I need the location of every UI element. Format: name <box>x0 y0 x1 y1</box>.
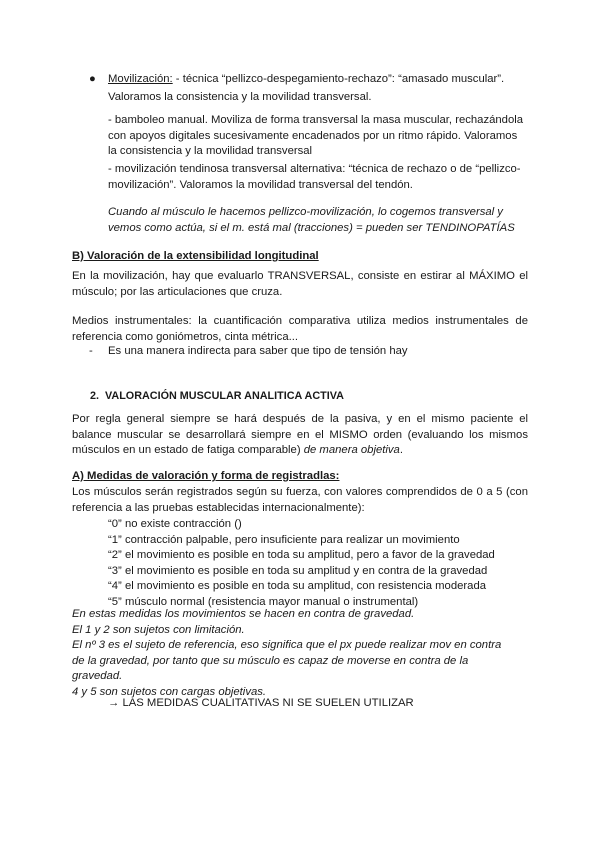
section-2-number: 2. <box>90 390 100 402</box>
note-line: El nº 3 es el sujeto de referencia, eso significa que el px puede realizar mov en contra de la gravedad, por tanto que su músculo es capaz de moverse en contra de la gravedad. <box>72 639 502 683</box>
section-a-heading: A) Medidas de valoración y forma de registradlas: <box>72 470 340 482</box>
section-b-paragraph-2: Medios instrumentales: la cuantificación comparativa utiliza medios instrumentales de referencia como goniómetros, cinta métrica... <box>72 315 528 343</box>
note-line: 4 y 5 son sujetos con cargas objetivas. <box>72 685 267 698</box>
section-2-heading <box>90 389 344 405</box>
grade-item: “2” el movimiento es posible en toda su amplitud, pero a favor de la gravedad <box>108 549 495 562</box>
section-2-text: Por regla general siempre se hará después de la pasiva, y en el mismo paciente el balance muscular se desarrollará siempre en el MISMO orden (evaluando los mismos músculos en un estado de fatiga comparable) <box>72 413 528 457</box>
section-a-paragraph: Los músculos serán registrados según su fuerza, con valores comprendidos de 0 a 5 (con referencia a las pruebas establecidas internacionalmente): <box>72 486 528 514</box>
grade-item: “1” contracción palpable, pero insuficiente para realizar un movimiento <box>108 533 460 546</box>
note-line: El 1 y 2 son sujetos con limitación. <box>72 623 245 636</box>
section-b-heading: B) Valoración de la extensibilidad longitudinal <box>72 250 319 262</box>
grade-item: “0” no existe contracción () <box>108 518 242 530</box>
movilizacion-line2: Valoramos la consistencia y la movilidad transversal. <box>108 91 372 103</box>
section-2-italic: de manera objetiva <box>300 444 400 457</box>
section-b-paragraph-1: En la movilización, hay que evaluarlo TRANSVERSAL, consiste en estirar al MÁXIMO el músculo; por las articulaciones que cruza. <box>72 270 528 298</box>
tendinopatias-note: Cuando al músculo le hacemos pellizco-movilización, lo cogemos transversal y vemos como actúa, si el m. está mal (tracciones) = pueden ser TENDINOPATÍAS <box>108 206 515 234</box>
movilizacion-text: - técnica “pellizco-despegamiento-rechazo”: “amasado muscular”. <box>172 73 505 85</box>
final-statement <box>108 696 414 712</box>
tendinosa-paragraph: - movilización tendinosa transversal alternativa: “técnica de rechazo o de “pellizco-movilización”. Valoramos la movilidad transversal del tendón. <box>108 163 521 191</box>
note-line: En estas medidas los movimientos se hacen en contra de gravedad. <box>72 608 415 620</box>
movilizacion-line <box>108 72 528 88</box>
bullet-icon: ● <box>89 73 96 85</box>
section-b-list-item: Es una manera indirecta para saber que tipo de tensión hay <box>108 345 408 357</box>
section-2-end: . <box>399 444 403 457</box>
final-text: LAS MEDIDAS CUALITATIVAS NI SE SUELEN UTILIZAR <box>122 697 414 709</box>
grade-item: “5” músculo normal (resistencia mayor manual o instrumental) <box>108 595 419 608</box>
section-2-title: VALORACIÓN MUSCULAR ANALITICA ACTIVA <box>105 390 344 402</box>
grade-item: “3” el movimiento es posible en toda su amplitud y en contra de la gravedad <box>108 564 488 577</box>
movilizacion-label: Movilización: <box>108 73 173 85</box>
grade-item: “4” el movimiento es posible en toda su amplitud, con resistencia moderada <box>108 580 487 593</box>
bamboleo-paragraph: - bamboleo manual. Moviliza de forma transversal la masa muscular, rechazándola con apoyos digitales sucesivamente encadenados por un ritmo rápido. Valoramos la consistencia y la movilidad transversal <box>108 114 524 158</box>
grades-notes <box>72 607 502 701</box>
dash-marker: - <box>89 345 93 357</box>
arrow-icon: → <box>108 697 120 709</box>
grades-list <box>108 517 538 611</box>
section-2-paragraph <box>72 412 528 459</box>
